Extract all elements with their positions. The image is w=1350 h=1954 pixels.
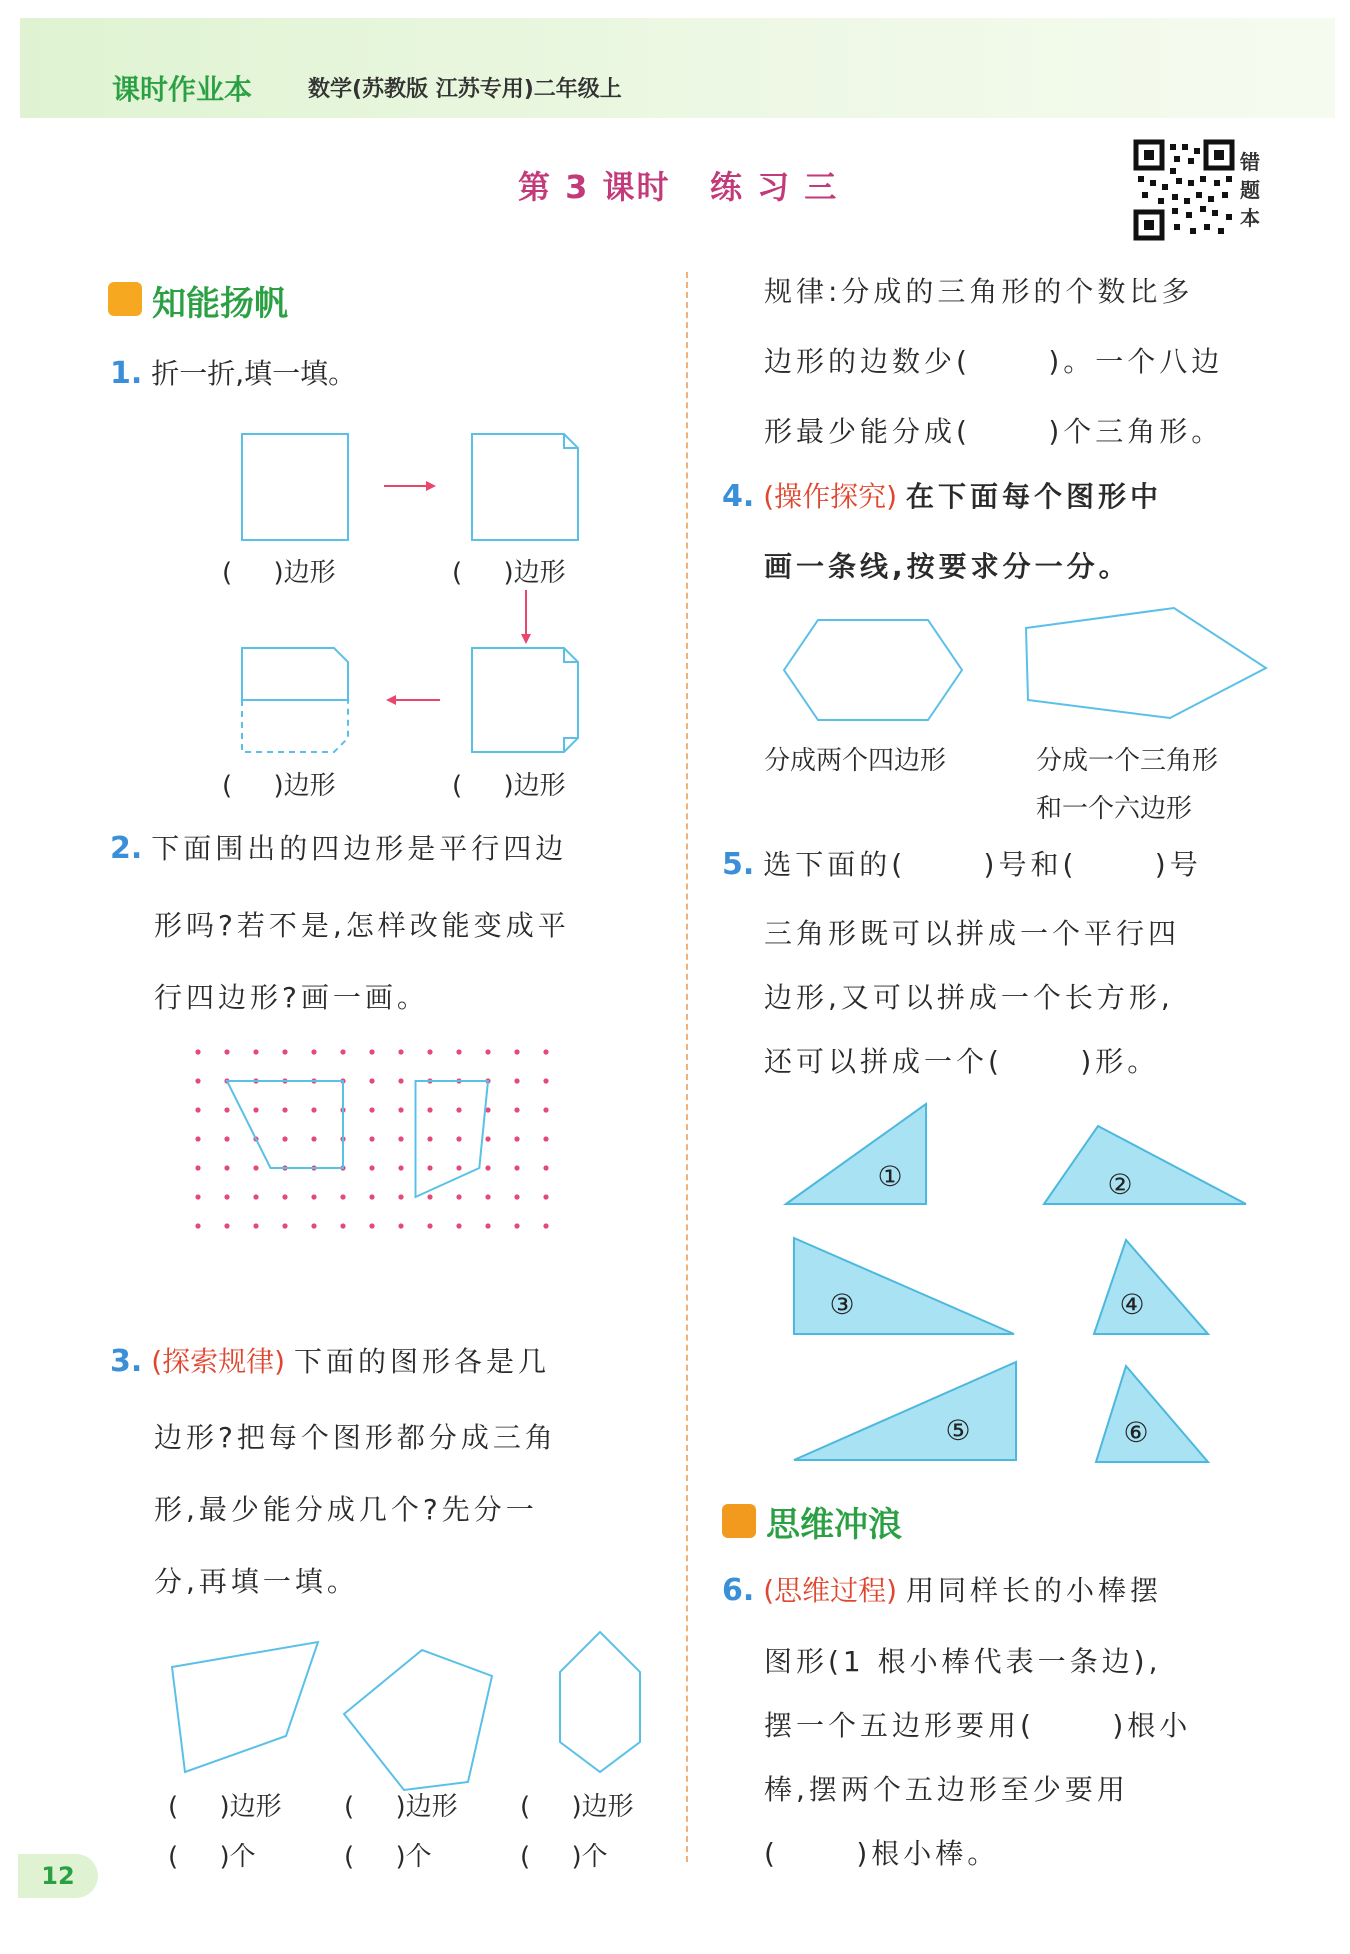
q4-tag: (操作探究) bbox=[763, 480, 898, 513]
q1-label-4: ( )边形 bbox=[452, 771, 566, 801]
q3-count-label-1: ( )个 bbox=[168, 1842, 256, 1872]
section-title-siwei: 思维冲浪 bbox=[766, 1505, 902, 1545]
q3-number: 3. bbox=[110, 1344, 143, 1379]
q6-line-2: 图形(1 根小棒代表一条边), bbox=[764, 1645, 1162, 1678]
triangle-6-label: ⑥ bbox=[1123, 1416, 1149, 1449]
q3-count-label-3: ( )个 bbox=[520, 1842, 608, 1872]
q5-number: 5. bbox=[722, 847, 755, 882]
q3-rule-line-2: 边形的边数少( )。一个八边 bbox=[764, 345, 1224, 378]
q3-shape-label-1: ( )边形 bbox=[168, 1792, 282, 1822]
q6-line-3: 摆一个五边形要用( )根小 bbox=[764, 1709, 1192, 1742]
q4-caption-right-1: 分成一个三角形 bbox=[1036, 746, 1219, 776]
q6-number: 6. bbox=[722, 1573, 755, 1608]
q4-caption-right-2: 和一个六边形 bbox=[1036, 794, 1193, 824]
q2-line-3: 行四边形?画一画。 bbox=[154, 981, 429, 1014]
q1-label-3: ( )边形 bbox=[222, 771, 336, 801]
q1-number: 1. bbox=[110, 356, 143, 391]
q1-label-1: ( )边形 bbox=[222, 558, 336, 588]
q6-tag: (思维过程) bbox=[763, 1574, 898, 1607]
q5-line-3: 边形,又可以拼成一个长方形, bbox=[764, 981, 1174, 1014]
book-name: 课时作业本 bbox=[112, 73, 253, 106]
q5-line-1: 选下面的( )号和( )号 bbox=[763, 848, 1202, 881]
page-number: 12 bbox=[18, 1854, 98, 1898]
triangle-1 bbox=[786, 1104, 926, 1204]
triangle-5 bbox=[794, 1362, 1016, 1460]
q5-line-2: 三角形既可以拼成一个平行四 bbox=[764, 917, 1181, 950]
book-subtitle: 数学(苏教版 江苏专用)二年级上 bbox=[308, 77, 622, 102]
q2-number: 2. bbox=[110, 831, 143, 866]
q3-line-2: 边形?把每个图形都分成三角 bbox=[154, 1421, 557, 1454]
q3-rule-line-3: 形最少能分成( )个三角形。 bbox=[764, 415, 1224, 448]
q1-prompt: 折一折,填一填。 bbox=[151, 357, 357, 390]
wrong-question-book-label: 错题本 bbox=[1240, 150, 1260, 230]
triangle-3-label: ③ bbox=[829, 1288, 855, 1321]
triangle-6 bbox=[1096, 1366, 1208, 1462]
lesson-title: 第 3 课时 练 习 三 bbox=[518, 168, 839, 206]
q6-line-5: ( )根小棒。 bbox=[764, 1837, 1000, 1870]
q3-shape-label-2: ( )边形 bbox=[344, 1792, 458, 1822]
q3-count-label-2: ( )个 bbox=[344, 1842, 432, 1872]
wave-icon bbox=[722, 1504, 756, 1538]
q2-line-1: 下面围出的四边形是平行四边 bbox=[151, 832, 568, 865]
triangle-5-label: ⑤ bbox=[945, 1414, 971, 1447]
triangle-2 bbox=[1044, 1126, 1246, 1204]
q5-line-4: 还可以拼成一个( )形。 bbox=[764, 1045, 1160, 1078]
triangle-3 bbox=[794, 1238, 1014, 1334]
q6-line-4: 棒,摆两个五边形至少要用 bbox=[764, 1773, 1129, 1806]
triangle-2-label: ② bbox=[1107, 1168, 1133, 1201]
q1-label-2: ( )边形 bbox=[452, 558, 566, 588]
q4-line-2: 画一条线,按要求分一分。 bbox=[764, 550, 1131, 583]
section-title-zhineng: 知能扬帆 bbox=[152, 284, 288, 324]
q3-shape-label-3: ( )边形 bbox=[520, 1792, 634, 1822]
q4-number: 4. bbox=[722, 479, 755, 514]
q3-line-1: 下面的图形各是几 bbox=[293, 1345, 550, 1378]
q4-line-1: 在下面每个图形中 bbox=[905, 480, 1162, 513]
q3-line-4: 分,再填一填。 bbox=[154, 1565, 359, 1598]
q3-tag: (探索规律) bbox=[151, 1345, 286, 1378]
q6-line-1: 用同样长的小棒摆 bbox=[905, 1574, 1162, 1607]
q3-line-3: 形,最少能分成几个?先分一 bbox=[154, 1493, 538, 1526]
q3-rule-line-1: 规律:分成的三角形的个数比多 bbox=[764, 275, 1194, 308]
q4-caption-left: 分成两个四边形 bbox=[764, 746, 947, 776]
q2-line-2: 形吗?若不是,怎样改能变成平 bbox=[154, 909, 570, 942]
q6-number-line bbox=[722, 1574, 1162, 1608]
triangle-4-label: ④ bbox=[1119, 1288, 1145, 1321]
triangle-4 bbox=[1094, 1240, 1208, 1334]
triangle-1-label: ① bbox=[877, 1160, 903, 1193]
